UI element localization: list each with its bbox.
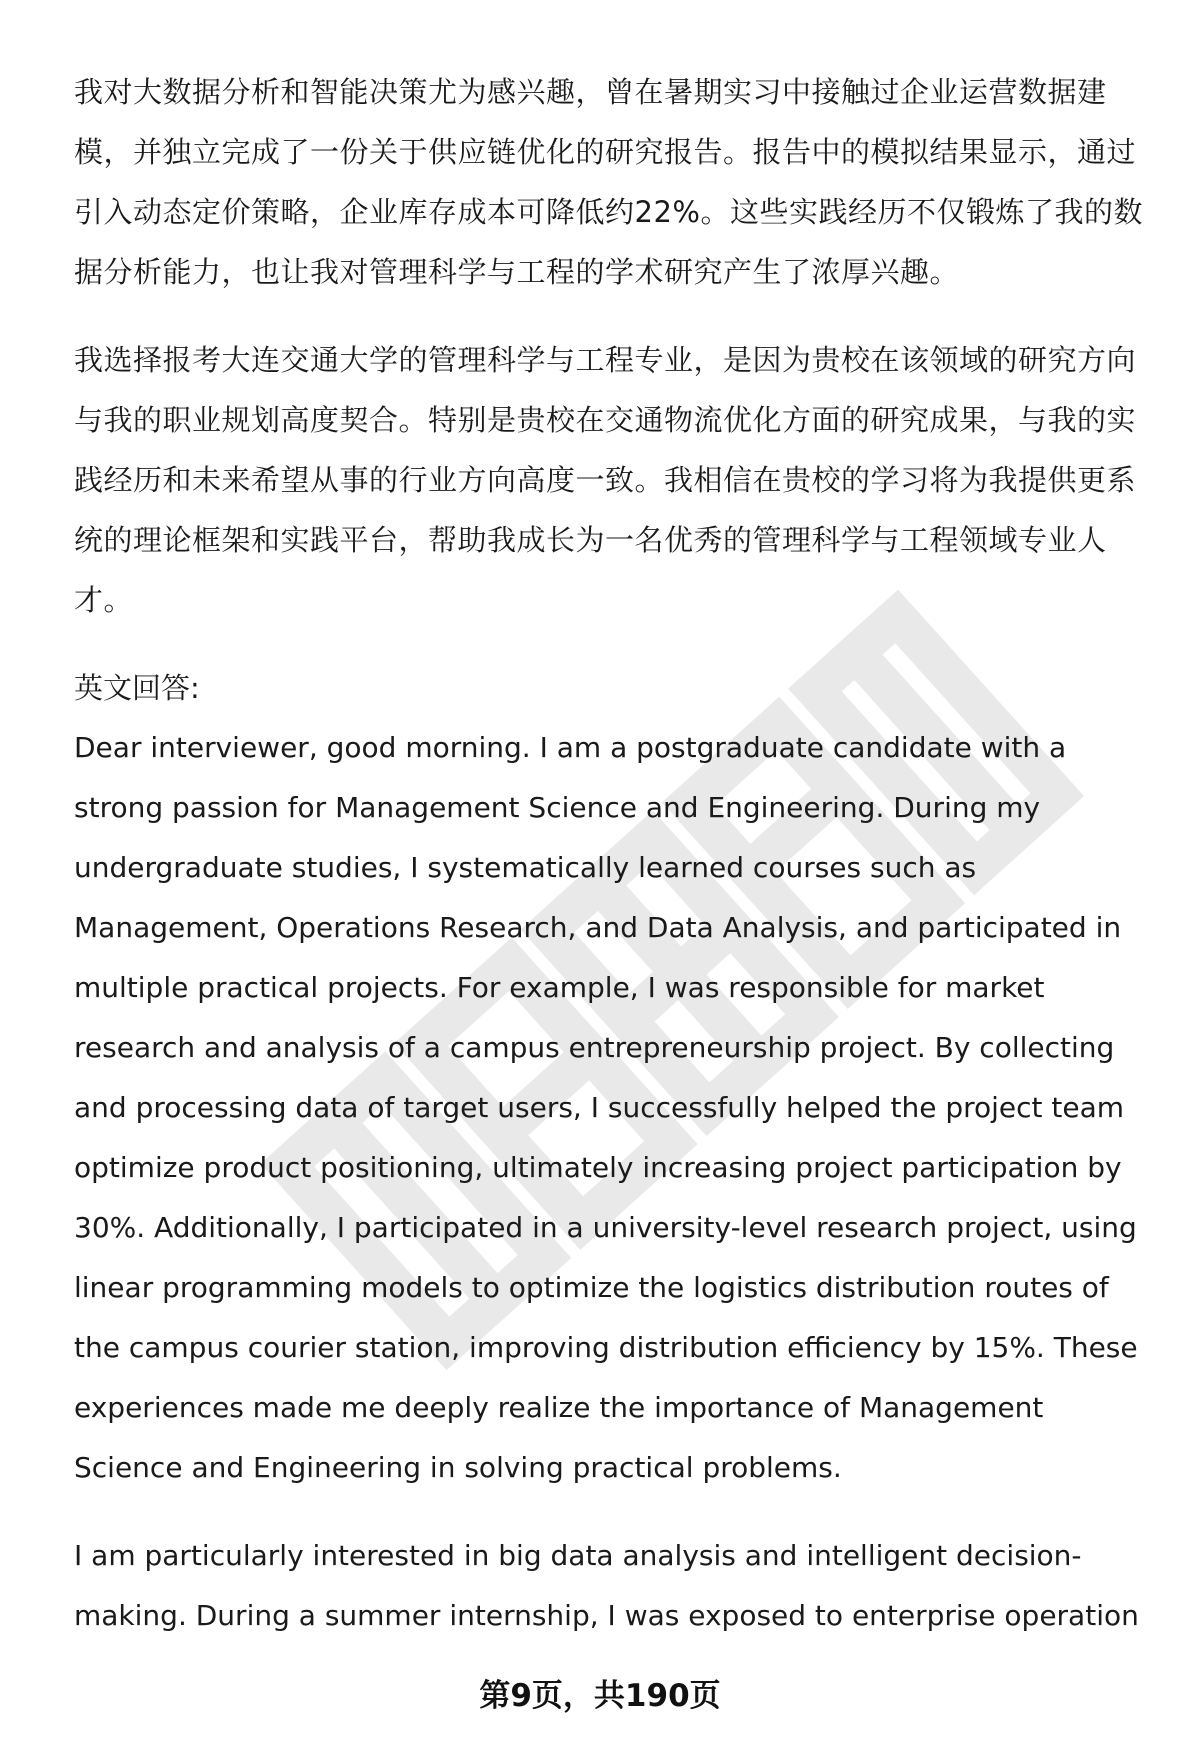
- english-paragraph-2: I am particularly interested in big data analysis and intelligent decision-making. During a summer internship, I was exposed to enterprise operation: [74, 1539, 1139, 1632]
- document-body: [74, 62, 1154, 1646]
- english-answer-label: 英文回答:: [74, 671, 200, 705]
- chinese-paragraph-1: 我对大数据分析和智能决策尤为感兴趣，曾在暑期实习中接触过企业运营数据建模，并独立完成了一份关于供应链优化的研究报告。报告中的模拟结果显示，通过引入动态定价策略，企业库存成本可降低约22%。这些实践经历不仅锻炼了我的数据分析能力，也让我对管理科学与工程的学术研究产生了浓厚兴趣。: [74, 75, 1143, 289]
- page-number-footer: 第9页，共190页: [479, 1678, 721, 1714]
- english-paragraph-1: Dear interviewer, good morning. I am a postgraduate candidate with a strong passion for Management Science and Engineering. During my undergraduate studies, I systematically learned courses such as Management, Operations Research, and Data Analysis, and participated in multiple practical projects. For example, I was responsible for market research and analysis of a campus entrepreneurship project. By collecting and processing data of target users, I successfully helped the project team optimize product positioning, ultimately increasing project participation by 30%. Additionally, I participated in a university-level research project, using linear programming models to optimize the logistics distribution routes of the campus courier station, improving distribution efficiency by 15%. These experiences made me deeply realize the importance of Management Science and Engineering in solving practical problems.: [74, 731, 1138, 1484]
- chinese-paragraph-2: 我选择报考大连交通大学的管理科学与工程专业，是因为贵校在该领域的研究方向与我的职业规划高度契合。特别是贵校在交通物流优化方面的研究成果，与我的实践经历和未来希望从事的行业方向高度一致。我相信在贵校的学习将为我提供更系统的理论框架和实践平台，帮助我成长为一名优秀的管理科学与工程领域专业人才。: [74, 343, 1137, 617]
